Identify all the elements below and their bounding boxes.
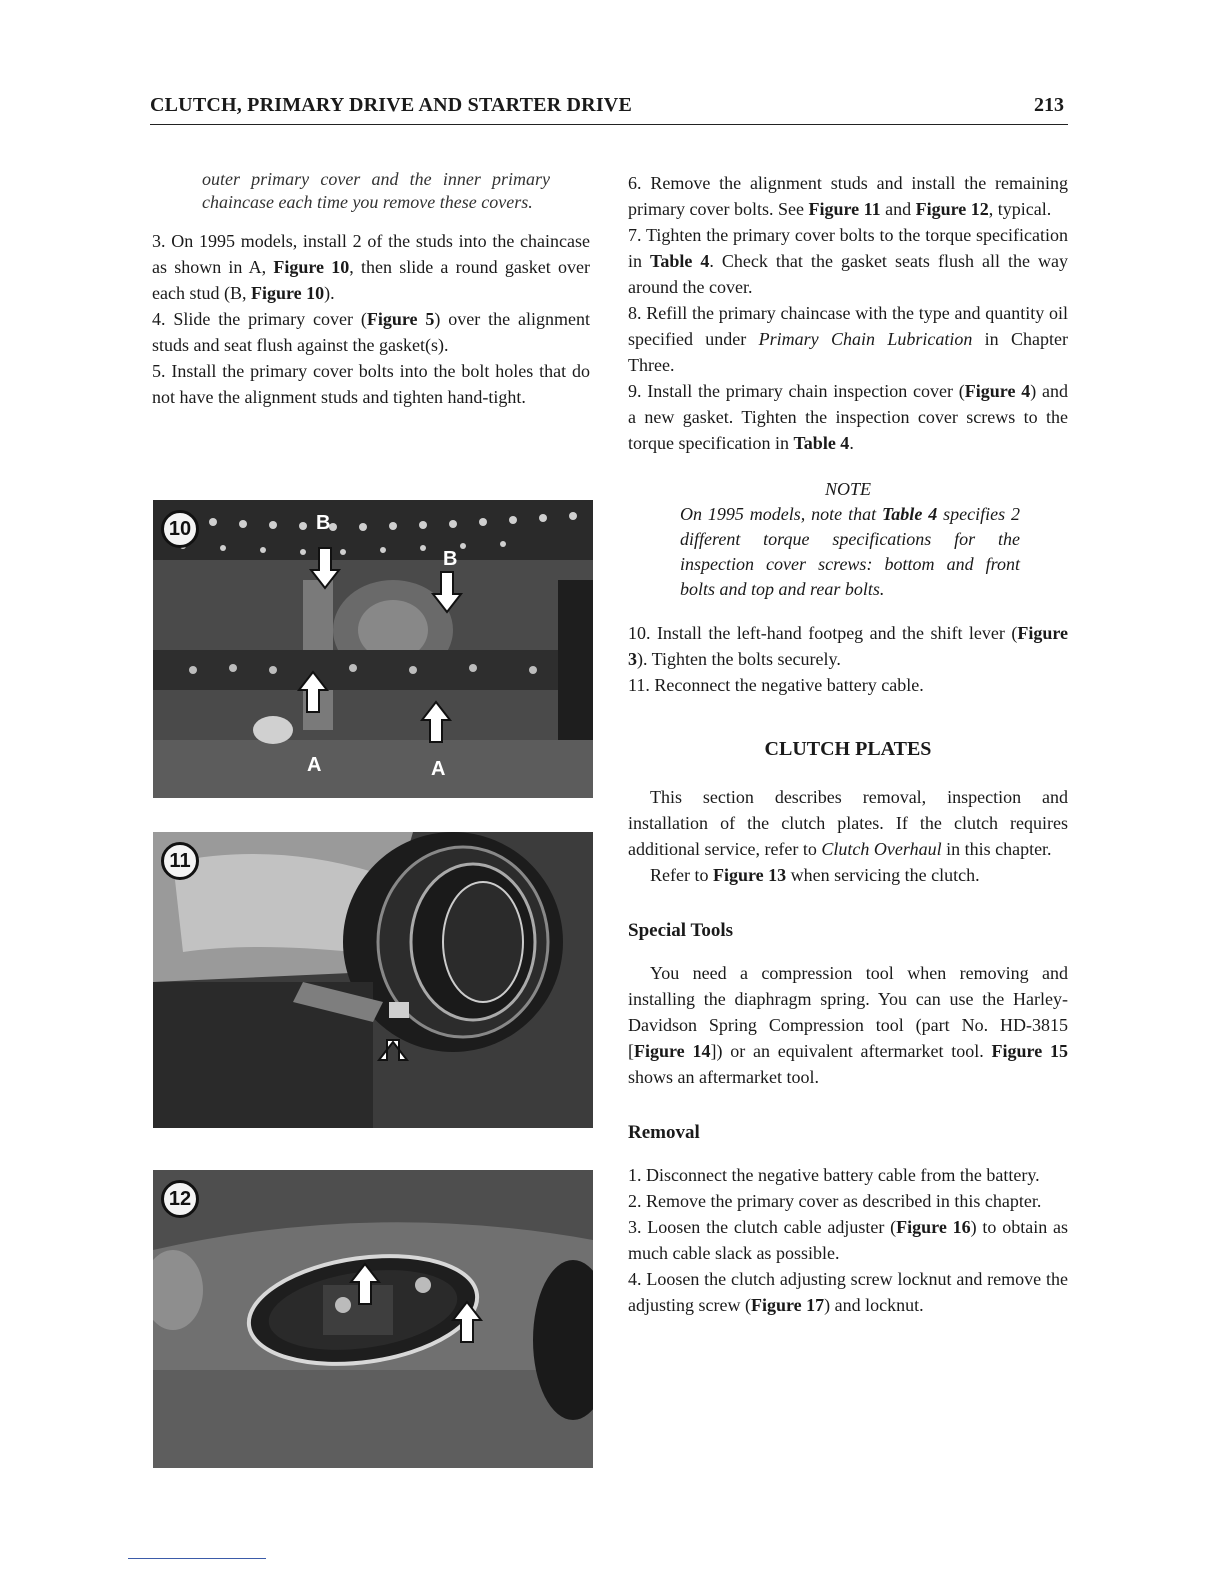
page-number: 213 xyxy=(1034,94,1064,116)
footnote-rule xyxy=(128,1558,266,1559)
figure-number-badge: 11 xyxy=(161,842,199,880)
removal-step-4: 4. Loosen the clutch adjusting screw locknut and remove the adjusting screw (Figure 17) and locknut. xyxy=(628,1269,1068,1315)
figure-10-photo xyxy=(153,500,593,798)
figure-number-badge: 10 xyxy=(161,510,199,548)
removal-step-3: 3. Loosen the clutch cable adjuster (Figure 16) to obtain as much cable slack as possible. xyxy=(628,1217,1069,1263)
inspection-cover-photo xyxy=(153,1170,593,1468)
step-11: 11. Reconnect the negative battery cable. xyxy=(628,675,924,695)
step-4: 4. Slide the primary cover (Figure 5) over the alignment studs and seat flush against the gasket(s). xyxy=(152,309,590,355)
note-continuation: outer primary cover and the inner primary chaincase each time you remove these covers. xyxy=(202,169,550,212)
step-8: 8. Refill the primary chaincase with the type and quantity oil specified under Primary Chain Lubrication in Chapter Three. xyxy=(628,303,1069,375)
step-9: 9. Install the primary chain inspection cover (Figure 4) and a new gasket. Tighten the inspection cover screws to the torque specification in Table 4. xyxy=(628,381,1068,453)
label-b-right: B xyxy=(443,548,458,570)
page-header xyxy=(150,94,1068,125)
figure-12-photo xyxy=(153,1170,593,1468)
figure-number-badge: 12 xyxy=(161,1180,199,1218)
step-3: 3. On 1995 models, install 2 of the studs into the chaincase as shown in A, Figure 10, then slide a round gasket over each stud (B, Figure 10). xyxy=(152,231,590,303)
label-a-right: A xyxy=(431,758,446,780)
step-10: 10. Install the left-hand footpeg and the shift lever (Figure 3). Tighten the bolts securely. xyxy=(628,623,1068,669)
primary-chain-photo xyxy=(153,500,593,798)
label-b-left: B xyxy=(316,512,331,534)
special-tools-text: You need a compression tool when removing and installing the diaphragm spring. You can use the Harley-Davidson Spring Compression tool (part No. HD-3815 [Figure 14]) or an equivalent aftermarket tool. Figure 15 shows an aftermarket tool. xyxy=(628,963,1068,1087)
chapter-title: CLUTCH, PRIMARY DRIVE AND STARTER DRIVE xyxy=(150,94,632,116)
special-tools-heading: Special Tools xyxy=(628,920,734,941)
removal-heading: Removal xyxy=(628,1122,700,1143)
right-column xyxy=(628,170,1068,1318)
removal-step-2: 2. Remove the primary cover as described in this chapter. xyxy=(628,1191,1042,1211)
step-5: 5. Install the primary cover bolts into the bolt holes that do not have the alignment studs and tighten hand-tight. xyxy=(152,361,590,407)
step-7: 7. Tighten the primary cover bolts to the torque specification in Table 4. Check that the gasket seats flush all the way around the cover. xyxy=(628,225,1068,297)
removal-step-1: 1. Disconnect the negative battery cable from the battery. xyxy=(628,1165,1040,1185)
section-intro: This section describes removal, inspection and installation of the clutch plates. If the clutch requires additional service, refer to Clutch Overhaul in this chapter. xyxy=(628,787,1068,859)
primary-cover-bolt-photo xyxy=(153,832,593,1128)
label-a-left: A xyxy=(307,754,322,776)
figure-11-photo xyxy=(153,832,593,1128)
note-title: NOTE xyxy=(824,479,871,499)
note-body: On 1995 models, note that Table 4 specifies 2 different torque specifications for the inspection cover screws: bottom and front bolts and top and rear bolts. xyxy=(680,504,1020,599)
section-title: CLUTCH PLATES xyxy=(764,738,932,760)
refer-figure-13: Refer to Figure 13 when servicing the clutch. xyxy=(650,865,980,885)
left-column xyxy=(152,168,590,410)
step-6: 6. Remove the alignment studs and install the remaining primary cover bolts. See Figure 11 and Figure 12, typical. xyxy=(628,173,1068,219)
